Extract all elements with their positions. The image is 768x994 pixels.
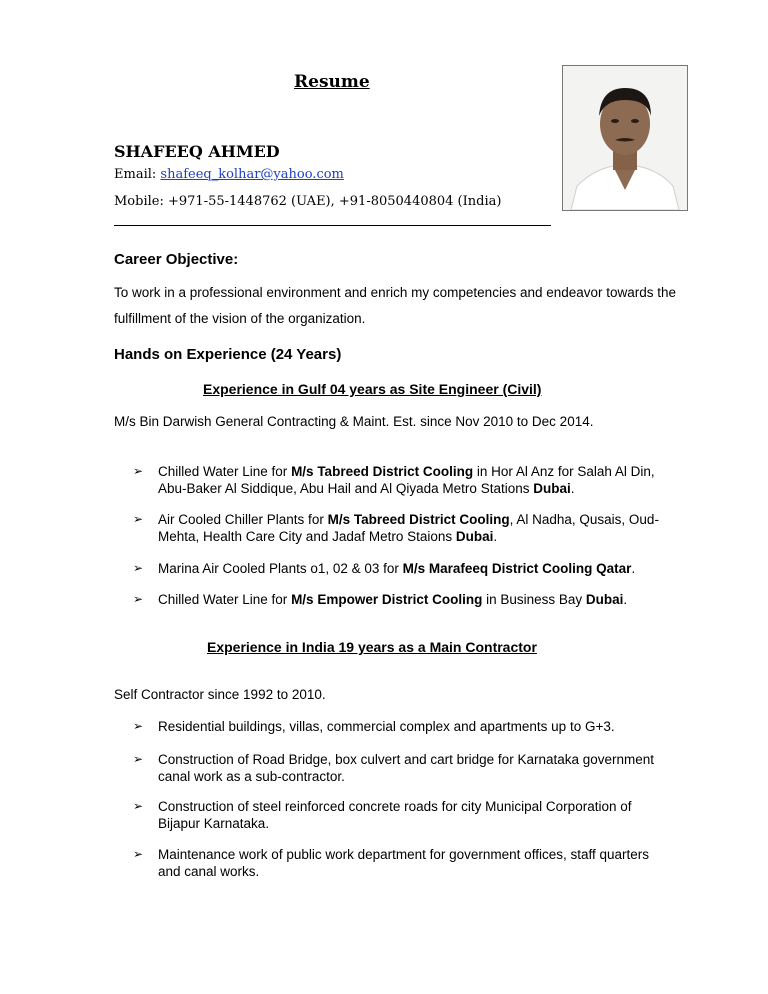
arrow-bullet-icon: ➢ bbox=[133, 799, 144, 813]
list-item bbox=[133, 751, 673, 785]
person-portrait-icon bbox=[563, 66, 687, 210]
list-item-text: Maintenance work of public work department for government offices, staff quarters and canal works. bbox=[158, 847, 649, 879]
india-experience-heading: Experience in India 19 years as a Main Contractor bbox=[207, 639, 537, 655]
career-objective-heading: Career Objective: bbox=[114, 251, 239, 268]
objective-line-1: To work in a professional environment and enrich my competencies and endeavor towards the bbox=[114, 285, 677, 300]
list-item bbox=[133, 798, 673, 832]
profile-photo bbox=[562, 65, 688, 211]
list-item-text: Construction of steel reinforced concrete roads for city Municipal Corporation of Bijapur Karnataka. bbox=[158, 799, 632, 831]
list-item-text: Construction of Road Bridge, box culvert and cart bridge for Karnataka government canal work as a sub-contractor. bbox=[158, 752, 655, 784]
experience-heading: Hands on Experience (24 Years) bbox=[114, 346, 342, 363]
arrow-bullet-icon: ➢ bbox=[133, 592, 144, 606]
candidate-name: SHAFEEQ AHMED bbox=[114, 142, 280, 161]
arrow-bullet-icon: ➢ bbox=[133, 847, 144, 861]
list-item bbox=[133, 718, 673, 735]
arrow-bullet-icon: ➢ bbox=[133, 752, 144, 766]
list-item bbox=[133, 591, 673, 608]
email-label: Email: bbox=[114, 167, 161, 182]
list-item bbox=[133, 463, 673, 497]
career-objective-text bbox=[114, 280, 714, 332]
arrow-bullet-icon: ➢ bbox=[133, 512, 144, 526]
header-divider bbox=[114, 225, 551, 226]
gulf-company-line: M/s Bin Darwish General Contracting & Maint. Est. since Nov 2010 to Dec 2014. bbox=[114, 414, 594, 429]
arrow-bullet-icon: ➢ bbox=[133, 719, 144, 733]
arrow-bullet-icon: ➢ bbox=[133, 464, 144, 478]
list-item bbox=[133, 560, 673, 577]
objective-line-2: fulfillment of the vision of the organization. bbox=[114, 311, 366, 326]
list-item bbox=[133, 846, 673, 880]
list-item-text: Marina Air Cooled Plants o1, 02 & 03 for M/s Marafeeq District Cooling Qatar. bbox=[158, 561, 636, 576]
gulf-experience-heading: Experience in Gulf 04 years as Site Engineer (Civil) bbox=[203, 381, 542, 397]
list-item-text: Chilled Water Line for M/s Tabreed District Cooling in Hor Al Anz for Salah Al Din, Abu-Baker Al Siddique, Abu Hail and Al Qiyada Metro Stations Dubai. bbox=[158, 464, 655, 496]
email-link[interactable]: shafeeq_kolhar@yahoo.com bbox=[160, 167, 344, 182]
mobile-line bbox=[114, 194, 501, 209]
list-item-text: Air Cooled Chiller Plants for M/s Tabreed District Cooling, Al Nadha, Qusais, Oud-Mehta, Health Care City and Jadaf Metro Staions Dubai. bbox=[158, 512, 659, 544]
email-line bbox=[114, 167, 344, 182]
mobile-numbers: +971-55-1448762 (UAE), +91-8050440804 (India) bbox=[167, 194, 502, 209]
list-item-text: Residential buildings, villas, commercial complex and apartments up to G+3. bbox=[158, 719, 615, 734]
mobile-label: Mobile: bbox=[114, 194, 168, 209]
list-item bbox=[133, 511, 673, 545]
india-intro-line: Self Contractor since 1992 to 2010. bbox=[114, 687, 326, 702]
resume-title: Resume bbox=[294, 72, 370, 92]
list-item-text: Chilled Water Line for M/s Empower District Cooling in Business Bay Dubai. bbox=[158, 592, 628, 607]
arrow-bullet-icon: ➢ bbox=[133, 561, 144, 575]
